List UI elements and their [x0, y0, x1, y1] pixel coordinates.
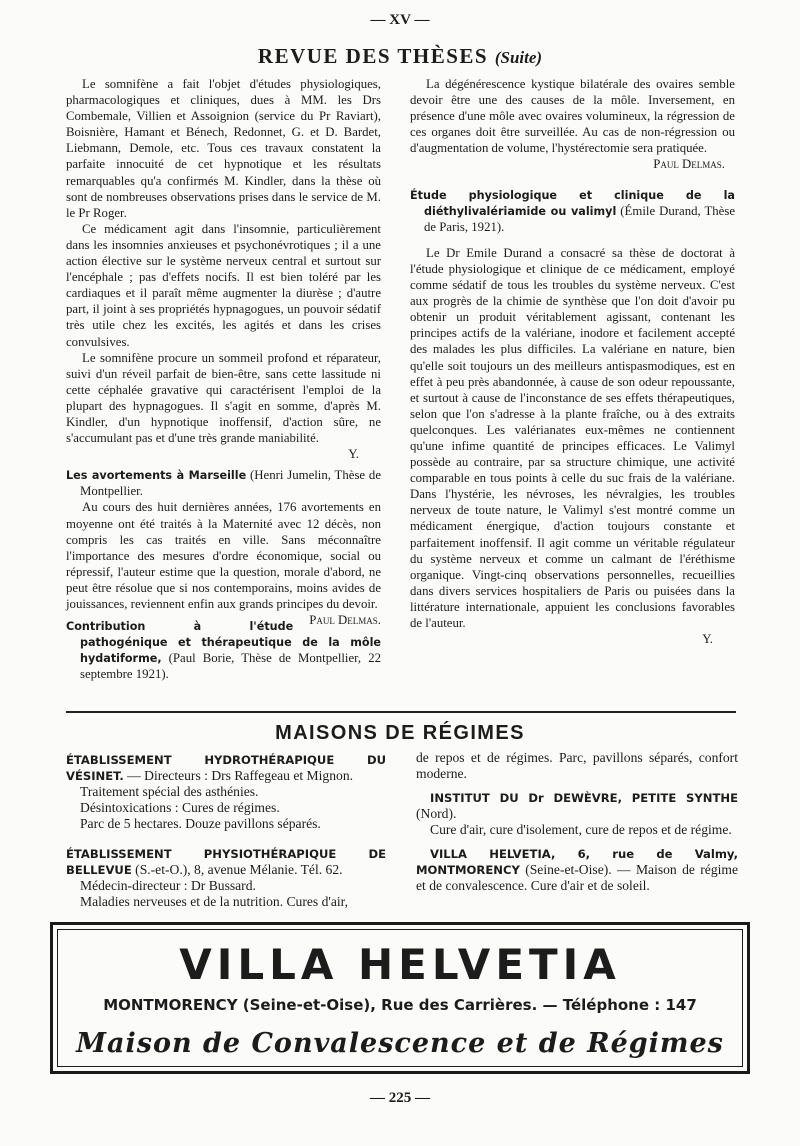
paragraph: Ce médicament agit dans l'insomnie, particulièrement dans les insomnies anxieuses et psychonévrotiques ; il a une action élective sur le système nerveux central et surtout sur l'encéphale ; pas d'effets nocifs. Il est bien toléré par les cardiaques et il paraît même augmenter la diurèse ; d'autre part, il joint à ses propriétés hypnagogues, un pouvoir sédatif très utile chez les excités, les agités et dans les crises convulsives.	[66, 221, 381, 349]
paragraph: Le Dr Emile Durand a consacré sa thèse de doctorat à l'étude physiologique et clinique de ce médicament, employé comme sédatif de tous les troubles du système nerveux. C'est aux progrès de la chimie de synthèse que l'on doit d'avoir pu obtenir un produit véritablement agissant, contenant les principes actifs de la valériane, inodore et facilement accepté des malades les plus difficiles. La valériane en nature, bien qu'elle soit toujours un des meilleurs antispasmodiques, est en effet à peu près abandonnée, à cause de son odeur repoussante, et surtout à cause de l'inconstance de ses effets thérapeutiques, selon que l'on s'adresse à la plante fraîche, ou à des extraits quelconques. Les valérianates eux-mêmes ne contiennent qu'une infime quantité de principes efficaces. Le Valimyl possède au contraire, par sa structure chimique, une activité comparable en tous points à celle du suc frais de la valériane. Dans l'hystérie, les névroses, les névralgies, les troubles nerveux de toute nature, le Valimyl s'est montré comme un médicament énergique, d'action toujours constante et parfaitement inoffensif. Il agit comme un véritable régulateur du système nerveux et comme un calmant de l'éréthisme organique. Vingt-cinq observations personnelles, recueillies dans divers services hospitaliers de Paris ou puisées dans la littérature internationale, appuient les conclusions favorables de l'auteur.	[410, 245, 735, 630]
listing-line: Traitement spécial des asthénies.	[80, 784, 259, 799]
paragraph: Le somnifène a fait l'objet d'études physiologiques, pharmacologiques et cliniques, dues à MM. les Drs Combemale, Villien et Assoignion (service du Pr Raviart), Boisnière, Hamant et Bénech, Redonnet, G. et D. Bardet, Liebmann, Demole, etc. Tous ces travaux constatent la parfaite innocuité de cet hypnotique et les résultats remarquables qu'a confirmés M. Kindler, dans la thèse où sont de nombreuses observations prises dans le service de M. le Pr Roger.	[66, 77, 381, 220]
article-heading-citation: (Henri Jumelin, Thèse de Montpellier.	[80, 468, 381, 499]
maisons-left-column	[66, 752, 386, 910]
listing-title: ÉTABLISSEMENT PHYSIOTHÉRAPIQUE DE BELLEVUE	[66, 847, 386, 877]
listing-description: (Seine-et-Oise). — Maison de régime et de convalescence. Cure d'air et de soleil.	[416, 862, 738, 893]
right-column	[410, 76, 735, 647]
signature: Paul Delmas.	[653, 157, 725, 172]
article-heading-citation: (Paul Borie, Thèse de Montpellier, 22 septembre 1921).	[80, 651, 381, 682]
section-title-suite: (Suite)	[494, 48, 543, 67]
listing-address: (S.-et-O.), 8, avenue Mélanie. Tél. 62.	[135, 862, 343, 877]
article-heading-bold: Contribution à l'étude pathogénique et thérapeutique de la môle hydatiforme,	[66, 620, 381, 666]
paragraph: Le somnifène procure un sommeil profond et réparateur, suivi d'un réveil parfait de bien-être, sans cette lassitude ni cette céphalée gravative qui caractérisent l'emploi de la plupart des hypnagogues. Il s'agit en somme, d'après M. Kindler, d'un hypnotique inoffensif, d'action sûre, ne s'accumulant pas et d'une très grande maniabilité.	[66, 350, 381, 446]
listing-vesinet-head	[66, 752, 386, 784]
paragraph-text: Au cours des huit dernières années, 176 avortements en moyenne ont été traités à la Maternité avec 12 décès, non compris les cas traités en ville. Sans méconnaître l'importance des mesures d'ordre économique, social ou répressif, l'auteur estime que la question, morale d'abord, ne peut être résolue que si nos contemporains, moins avides de jouissances, reviennent enfin aux grands principes du devoir.	[66, 500, 381, 611]
article-heading-citation: (Émile Durand, Thèse de Paris, 1921).	[424, 203, 736, 234]
signature: Y.	[702, 632, 713, 647]
listing-line: Désintoxications : Cures de régimes.	[80, 800, 280, 815]
paragraph: La dégénérescence kystique bilatérale des ovaires semble devoir être une des causes de la môle. Inversement, en présence d'une môle avec ovaires volumineux, la régression de ces organes doit être surveillée. Au cas de non-régression ou d'augmentation de volume, l'hystérectomie sera pratiquée.	[410, 77, 735, 156]
advert-name: VILLA HELVETIA	[179, 940, 621, 989]
listing-title: INSTITUT DU Dr DEWÈVRE, PETITE SYNTHE	[430, 791, 738, 805]
listing-line: Maladies nerveuses et de la nutrition. Cures d'air,	[80, 894, 349, 909]
advert-address: MONTMORENCY (Seine-et-Oise), Rue des Carrières. — Téléphone : 147	[103, 996, 697, 1014]
listing-line: de repos et de régimes. Parc, pavillons séparés, confort moderne.	[416, 750, 738, 781]
paragraph	[66, 499, 381, 628]
section-divider	[66, 711, 736, 713]
page-number: — 225 —	[370, 1090, 430, 1106]
section-title	[0, 44, 800, 69]
article-heading-bold: Étude physiologique et clinique de la diéthylivalériamide ou valimyl	[410, 188, 735, 218]
listing-line: Parc de 5 hectares. Douze pavillons séparés.	[80, 816, 321, 831]
listing-line: Cure d'air, cure d'isolement, cure de repos et de régime.	[430, 822, 732, 837]
listing-title: VILLA HELVETIA, 6, rue de Valmy, MONTMORENCY	[416, 847, 738, 877]
article-heading	[410, 187, 735, 235]
listing-directors: — Directeurs : Drs Raffegeau et Mignon.	[127, 768, 354, 783]
listing-line: Médecin-directeur : Dr Bussard.	[80, 878, 256, 893]
listing-bellevue-head	[66, 846, 386, 878]
article-heading-bold: Les avortements à Marseille	[66, 469, 247, 483]
article-heading	[66, 467, 381, 499]
listing-helvetia	[416, 846, 738, 894]
maisons-title: MAISONS DE RÉGIMES	[275, 722, 525, 744]
listing-dewevre-head	[416, 790, 738, 822]
advert-tagline: Maison de Convalescence et de Régimes	[76, 1028, 724, 1059]
maisons-right-column	[416, 750, 738, 894]
signature: Y.	[348, 447, 359, 462]
left-column	[66, 76, 381, 682]
listing-location: (Nord).	[416, 806, 457, 821]
listing-title: ÉTABLISSEMENT HYDROTHÉRAPIQUE DU VÉSINET.	[66, 753, 386, 783]
signature: Paul Delmas.	[309, 613, 381, 628]
page-number-roman: — XV —	[370, 12, 430, 28]
section-title-text: REVUE DES THÈSES	[257, 44, 489, 68]
